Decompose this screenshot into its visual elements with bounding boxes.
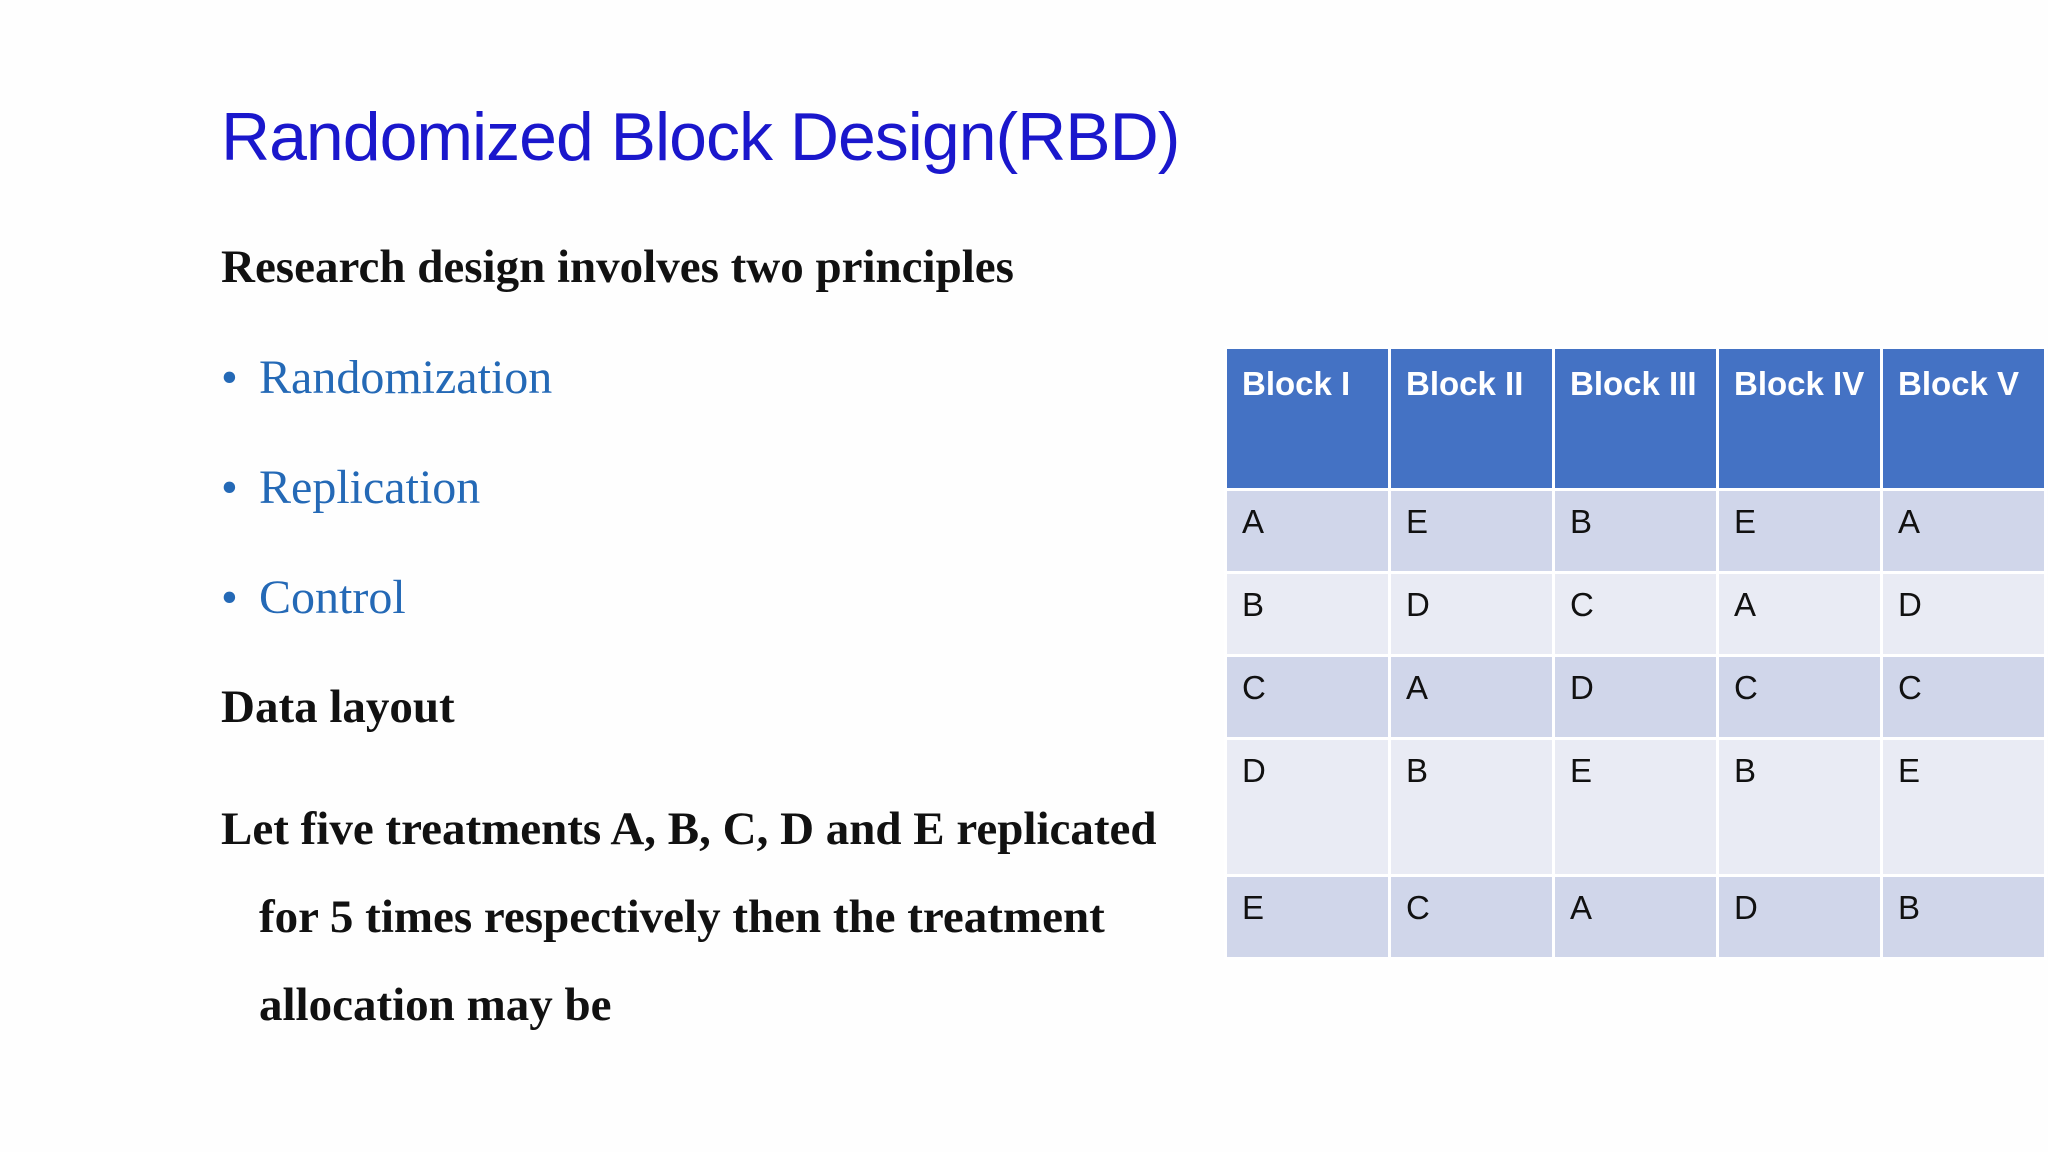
table-cell: E — [1882, 739, 2046, 876]
table-row — [1226, 876, 2046, 959]
paragraph-line: allocation may be — [259, 979, 612, 1031]
intro-heading: Research design involves two principles — [221, 241, 1014, 293]
table-header-row — [1226, 348, 2046, 490]
table-cell: E — [1226, 876, 1390, 959]
table-header-cell: Block I — [1226, 348, 1390, 490]
table-cell: A — [1882, 490, 2046, 573]
table-row — [1226, 573, 2046, 656]
table-cell: D — [1882, 573, 2046, 656]
bullet-dot: • — [221, 461, 238, 514]
table-cell: B — [1390, 739, 1554, 876]
table-cell: A — [1718, 573, 1882, 656]
table-cell: D — [1390, 573, 1554, 656]
table-row — [1226, 656, 2046, 739]
table-cell: E — [1718, 490, 1882, 573]
table-cell: E — [1554, 739, 1718, 876]
paragraph-line: for 5 times respectively then the treatment — [259, 891, 1105, 943]
table-header-cell: Block IV — [1718, 348, 1882, 490]
table-cell: B — [1882, 876, 2046, 959]
table-cell: D — [1554, 656, 1718, 739]
table-cell: D — [1718, 876, 1882, 959]
bullet-dot: • — [221, 571, 238, 624]
table-header-cell: Block II — [1390, 348, 1554, 490]
table-cell: B — [1718, 739, 1882, 876]
table-cell: C — [1390, 876, 1554, 959]
table-cell: A — [1554, 876, 1718, 959]
table-cell: C — [1226, 656, 1390, 739]
table-cell: C — [1554, 573, 1718, 656]
table-cell: A — [1226, 490, 1390, 573]
bullet-replication — [221, 460, 480, 515]
bullet-label: Control — [259, 571, 406, 624]
treatment-paragraph — [221, 785, 1211, 1049]
table-cell: D — [1226, 739, 1390, 876]
table-cell: E — [1390, 490, 1554, 573]
data-layout-heading: Data layout — [221, 681, 455, 733]
slide-title: Randomized Block Design(RBD) — [221, 99, 1180, 175]
bullet-randomization — [221, 350, 552, 405]
table-cell: B — [1554, 490, 1718, 573]
bullet-dot: • — [221, 351, 238, 404]
table-cell: C — [1882, 656, 2046, 739]
bullet-label: Replication — [259, 461, 481, 514]
table-cell: A — [1390, 656, 1554, 739]
bullet-label: Randomization — [259, 351, 553, 404]
bullet-control — [221, 570, 406, 625]
table-cell: B — [1226, 573, 1390, 656]
table-cell: C — [1718, 656, 1882, 739]
paragraph-line: Let five treatments A, B, C, D and E replicated — [221, 803, 1157, 855]
table-row — [1226, 490, 2046, 573]
table-header-cell: Block V — [1882, 348, 2046, 490]
table-row — [1226, 739, 2046, 876]
table-header-cell: Block III — [1554, 348, 1718, 490]
allocation-table — [1224, 346, 2047, 960]
